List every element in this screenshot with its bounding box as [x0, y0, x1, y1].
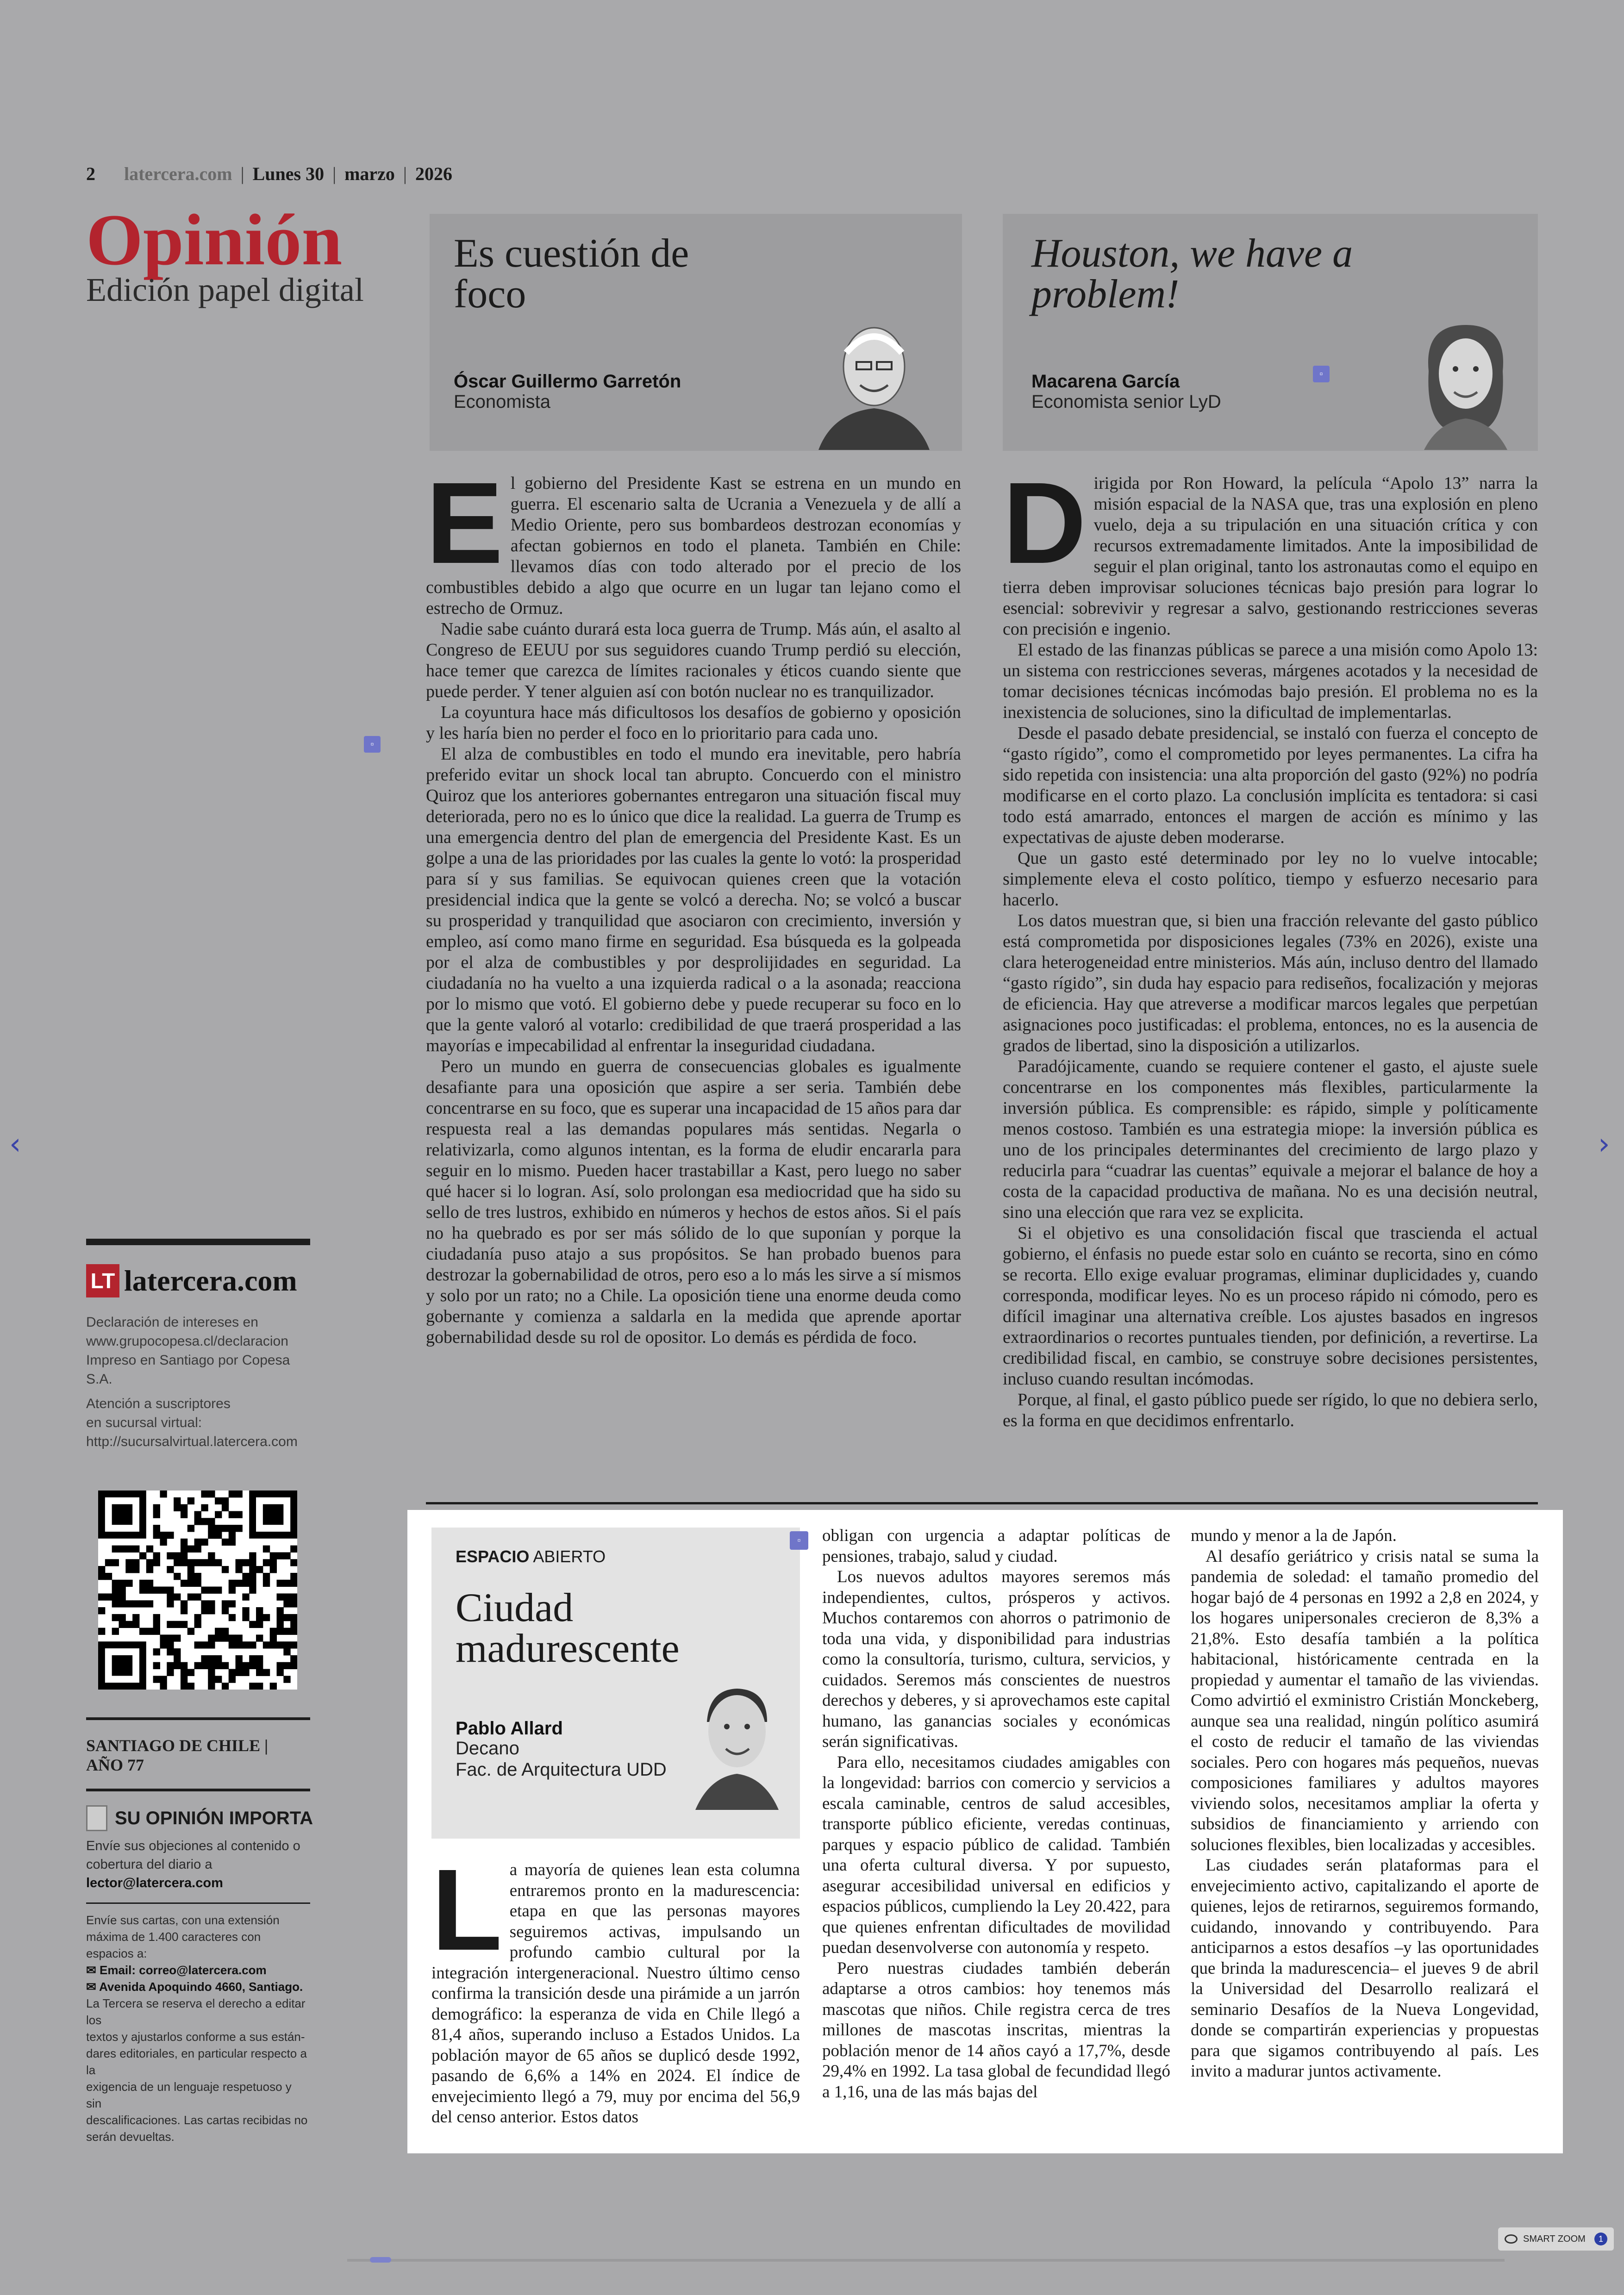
article-paragraph	[431, 1845, 800, 2128]
column1-paragraph	[426, 458, 961, 619]
column-header-garcia	[1003, 214, 1538, 451]
rail-divider	[86, 1789, 310, 1791]
declaration-line: www.grupocopesa.cl/declaracion	[86, 1334, 288, 1349]
espacio-abierto-header	[431, 1528, 800, 1839]
header-separator: |	[240, 163, 244, 184]
column2-paragraph: Que un gasto esté determinado por ley no lo vuelve intocable; simplemente eleva el costo político, tiempo y esfuerzo necesario para hacerlo.	[1003, 848, 1538, 910]
column2-paragraph: Porque, al final, el gasto público puede ser rígido, lo que no debiera serlo, es la forma en que decidimos enfrentarlo.	[1003, 1390, 1538, 1430]
author-name: Pablo Allard	[456, 1718, 563, 1739]
policy-line: serán devueltas.	[86, 2130, 175, 2144]
attention-text	[86, 1394, 310, 1451]
page-header	[86, 163, 452, 185]
column-title-line: Houston, we have a	[1031, 231, 1353, 276]
header-separator: |	[332, 163, 337, 184]
header-separator: |	[403, 163, 407, 184]
page-progress-thumb[interactable]	[370, 2257, 391, 2263]
column-title-line: foco	[454, 272, 526, 317]
city-line: SANTIAGO DE CHILE |	[86, 1736, 269, 1755]
column1-paragraph: Nadie sabe cuánto durará esta loca guerra de Trump. Más aún, el asalto al Congreso de EEUU por sus seguidores cuando Trump perdió su elección, hace temer que carezca de límites racionales y éticos cuando siente que puede perder. Y tener alguien así con botón nuclear no es tranquilizador.	[426, 619, 961, 701]
column1-paragraph: El alza de combustibles en todo el mundo era inevitable, pero habría preferido evitar un shock local tan abrupto. Concuerdo con el ministro Quiroz que los anteriores gobernantes entregaron una situación fiscal muy deteriorada, pero no es lo único que dice la realidad. La guerra de Trump es una emergencia dentro del plan de emergencia del Presidente Kast. Es un golpe a una de las prioridades por las cuales la gente lo votó: la prosperidad para sí y sus familias. Se equivocan quienes creen que la votación presidencial indica que la gente se volcó a derecha. No; se volcó a buscar su prosperidad y tranquilidad que asociaron con crecimiento, inversión y empleo, así como mano firme en seguridad. Esa búsqueda es la golpeada por el alza de combustibles y por desprolijidades en seguridad. La ciudadanía no ha vuelto a una izquierda radical o a la asonada; reacciona por lo mismo que votó. El gobierno debe y puede recuperar su foco en lo que la gente valoró al votarlo: credibilidad de que traerá prosperidad a las mayorías e impecabilidad al enfrentar la inseguridad ciudadana.	[426, 744, 961, 1055]
column1-body	[426, 458, 961, 1348]
column-title-line: Es cuestión de	[454, 231, 689, 276]
article-title-line: madurescente	[456, 1626, 680, 1671]
hotspot-marker[interactable]: ▫	[790, 1531, 808, 1550]
city-year	[86, 1736, 268, 1775]
article-paragraph: mundo y menor a la de Japón.	[1191, 1526, 1397, 1545]
author-role: Economista senior LyD	[1031, 392, 1221, 412]
qr-code	[98, 1491, 297, 1690]
reader-email-link[interactable]: lector@latercera.com	[86, 1876, 223, 1890]
column2-body	[1003, 458, 1538, 1431]
column-title-line: problem!	[1031, 272, 1180, 317]
article-paragraph: Al desafío geriátrico y crisis natal se suma la pandemia de soledad: el tamaño promedio del hogar bajó de 4 personas en 1992 a 2,8 en 2024, y los hogares unipersonales crecieron de 8,3% a 21,8%. Esto desafía también a la política habitacional, históricamente centrada en la propiedad y aumentar el tamaño de las viviendas. Como advirtió el exministro Cristián Monckeberg, aunque sea una realidad, ningún político asumirá el costo de reducir el tamaño de las viviendas sociales. Pero con hogares más pequeños, nuevas composiciones familiares y adultos mayores viviendo solos, necesitamos ampliar la oferta y subsidios de financiamiento y arriendo con soluciones flexibles, bien localizadas y accesibles.	[1191, 1547, 1539, 1854]
letters-address-text: Avenida Apoquindo 4660, Santiago.	[99, 1980, 303, 1994]
document-icon	[86, 1805, 107, 1831]
dropcap: E	[426, 458, 503, 587]
page-progress-track[interactable]	[347, 2259, 1505, 2262]
letters-text	[86, 1912, 310, 2145]
section-divider	[426, 1502, 1538, 1504]
article-column-1	[431, 1845, 800, 2128]
article-column-3	[1191, 1526, 1539, 2082]
author-role	[456, 1738, 667, 1780]
column2-paragraph: Los datos muestran que, si bien una fracción relevante del gasto público está comprometida por disposiciones legales (73% en 2026), existe una clara heterogeneidad entre ministerios. Más aún, incluso dentro del llamado “gasto rígido”, sin duda hay espacio para rediseños, focalización y mejoras de eficiencia. Hay que atreverse a modificar marcos legales que perpetúan asignaciones poco justificadas: el problema, entonces, no es la ausencia de grados de libertad, sino la disposición a utilizarlos.	[1003, 911, 1538, 1055]
header-day: Lunes 30	[252, 163, 325, 184]
smart-zoom-label: SMART ZOOM	[1523, 2233, 1586, 2244]
header-year: 2026	[415, 163, 452, 184]
mailbox-icon: ✉	[86, 1980, 100, 1994]
column2-paragraph: Desde el pasado debate presidencial, se instaló con fuerza el concepto de “gasto rígido”, como el comprometido por leyes permanentes. La cifra ha sido repetida con insistencia: una alta proporción del gasto (92%) no podría modificarse en el corto plazo. La conclusión implícita es tentadora: si casi todo está amarrado, entonces el margen de acción es mínimo y las expectativas de ajuste deben moderarse.	[1003, 723, 1538, 847]
letters-line: Envíe sus cartas, con una extensión	[86, 1913, 280, 1927]
author-role-line: Fac. de Arquitectura UDD	[456, 1759, 667, 1780]
paragraph-text: l gobierno del Presidente Kast se estrena en un mundo en guerra. El escenario salta de Ucrania a Venezuela y de allí a Medio Oriente, pero sus bombardeos destrozan economías y afectan gobiernos en todo el planeta. También en Chile: llevamos días con todo alterado por el precio de los combustibles debido a algo que ocurre en un lugar tan lejano como el estrecho de Ormuz.	[426, 474, 961, 618]
section-tag-rest: ABIERTO	[533, 1547, 606, 1566]
hotspot-marker[interactable]: ▫	[364, 736, 381, 753]
declaration-line: Declaración de intereses en	[86, 1315, 258, 1330]
author-role: Economista	[454, 392, 550, 412]
lt-logo-text: latercera.com	[124, 1264, 297, 1297]
author-name: Óscar Guillermo Garretón	[454, 371, 681, 392]
article-paragraph: Las ciudades serán plataformas para el envejecimiento activo, capitalizando el aporte de quienes, lejos de retirarnos, seguiremos formando, cuidando, innovando y contribuyendo. Para anticiparnos a estos desafíos –y las oportunidades que brinda la madurescencia– el jueves 9 de abril la Universidad del Desarrollo realizará el seminario Desafíos de la Nueva Longevidad, donde se compartirán experiencias y propuestas para que sigamos contribuyendo al país. Les invito a madurar juntos activamente.	[1191, 1856, 1539, 2081]
paragraph-text: irigida por Ron Howard, la película “Apolo 13” narra la misión espacial de la NASA que, tras una explosión en pleno vuelo, deja a su tripulación en una situación crítica y con recursos extremadamente limitados. Ante la imposibilidad de seguir el plan original, tanto los astronautas como el equipo en tierra deben improvisar soluciones técnicas bajo presión para lograr lo esencial: sobrevivir y regresar a salvo, gestionando restricciones severas con precisión e ingenio.	[1003, 474, 1538, 639]
hotspot-marker[interactable]: ▫	[1313, 366, 1330, 382]
section-tag	[456, 1547, 606, 1566]
dropcap: L	[431, 1845, 502, 1974]
column2-paragraph: Si el objetivo es una consolidación fiscal que trascienda el actual gobierno, el énfasis no puede estar solo en cuánto se recorta, sino en cómo se recorta. Ello exige evaluar programas, eliminar duplicidades y, cuando corresponda, modificar leyes. No es un proceso rápido ni cómodo, pero es difícil imaginar una alternativa creíble. Los ajustes basados en ingresos extraordinarios o recortes puntuales tienden, por definición, a revertirse. La credibilidad fiscal, en cambio, se construye sobre decisiones persistentes, incluso cuando resultan incómodas.	[1003, 1223, 1538, 1389]
previous-page-icon[interactable]: ‹	[9, 1127, 21, 1161]
next-page-icon[interactable]: ›	[1598, 1127, 1610, 1161]
letters-email[interactable]	[86, 1962, 310, 1978]
column2-paragraph	[1003, 458, 1538, 640]
article-paragraph: obligan con urgencia a adaptar políticas de pensiones, trabajo, salud y ciudad.	[822, 1526, 1170, 1566]
policy-line: La Tercera se reserva el derecho a editar los	[86, 1996, 306, 2027]
section-title: Opinión	[86, 200, 343, 281]
opinion-line: Envíe sus objeciones al contenido o	[86, 1839, 300, 1853]
author-portrait	[1405, 311, 1526, 450]
header-month: marzo	[344, 163, 395, 184]
article-paragraph: Pero nuestras ciudades también deberán adaptarse a otros cambios: hoy tenemos más mascotas que niños. Chile registra cerca de tres millones de mascotas inscritas, mientras la población menor de 14 años cayó a 17,7%, desde 29,4% en 1992. La tasa global de fecundidad llegó a 1,16, una de las más bajas del	[822, 1958, 1170, 2102]
attention-line: http://sucursalvirtual.latercera.com	[86, 1434, 298, 1449]
page-number: 2	[86, 163, 95, 184]
article-column-2	[822, 1526, 1170, 2102]
column2-paragraph: Paradójicamente, cuando se requiere contener el gasto, el ajuste suele concentrarse en los componentes más flexibles, particularmente la inversión pública. Es comprensible: es rápido, simple y políticamente menos costoso. También es una estrategia miope: la inversión pública es uno de los principales determinantes del crecimiento de largo plazo y reducirla para “cuadrar las cuentas” equivale a mejorar el balance de hoy a costa de la capacidad productiva de mañana. No es una decisión neutral, sino una elección que rara vez se explicita.	[1003, 1057, 1538, 1222]
attention-line: en sucursal virtual:	[86, 1415, 202, 1430]
smart-zoom-count: 1	[1594, 2233, 1607, 2245]
eye-icon	[1505, 2234, 1518, 2244]
attention-line: Atención a suscriptores	[86, 1396, 231, 1411]
opinion-matters-title: SU OPINIÓN IMPORTA	[115, 1808, 313, 1828]
policy-line: dares editoriales, en particular respecto a la	[86, 2046, 307, 2077]
letters-line: máxima de 1.400 caracteres con	[86, 1930, 261, 1944]
letters-email-text: Email: correo@latercera.com	[100, 1963, 267, 1977]
author-name: Macarena García	[1031, 371, 1180, 392]
opinion-matters	[86, 1805, 313, 1831]
article-title-line: Ciudad	[456, 1585, 574, 1630]
rail-divider	[86, 1717, 310, 1720]
letters-address	[86, 1978, 310, 1995]
column-header-garreton	[430, 214, 962, 451]
column2-paragraph: El estado de las finanzas públicas se parece a una misión como Apolo 13: un sistema con restricciones severas, márgenes acotados y la necesidad de tomar decisiones técnicas incómodas bajo presión. El problema no es la inexistencia de soluciones, sino la dificultad de implementarlas.	[1003, 640, 1538, 722]
policy-line: textos y ajustarlos conforme a sus están-	[86, 2030, 305, 2044]
declaration-text	[86, 1313, 310, 1389]
qr-code-graphic	[98, 1491, 297, 1690]
column-title	[454, 233, 689, 315]
opinion-line: cobertura del diario a	[86, 1857, 212, 1872]
author-portrait	[814, 311, 934, 450]
section-tag-bold: ESPACIO	[456, 1547, 530, 1566]
paragraph-text: a mayoría de quienes lean esta columna entraremos pronto en la madurescencia: etapa en que las personas mayores seguiremos activas, impulsando un profundo cambio cultural por la integración intergeneracional. Nuestro último censo confirma la transición desde una pirámide a un jarrón demográfico: la esperanza de vida en Chile llegó a 81,4 años, superando incluso a Estados Unidos. La población mayor de 65 años se duplicó desde 1992, pasando de 6,6% a 14% en 2024. El índice de envejecimiento llegó a 79, muy por encima del 56,9 del censo anterior. Estos datos	[431, 1860, 800, 2127]
author-role-line: Decano	[456, 1738, 519, 1759]
dropcap: D	[1003, 458, 1087, 587]
column-title	[1031, 233, 1353, 315]
header-site: latercera.com	[124, 163, 232, 184]
latercera-logo	[86, 1264, 297, 1298]
column1-paragraph: Pero un mundo en guerra de consecuencias globales es igualmente desafiante para una oposición que aspire a ser seria. También debe concentrarse en su foco, que es superar una incapacidad de 15 años para dar respuesta real a las demandas populares más sentidas. Negarla o relativizarla, como algunos intentan, es la forma de eludir encararla para seguir en lo mismo. Pueden hacer trastabillar a Kast, pero luego no saber qué hacer si lo logran. Así, solo prolongan esa mediocridad que ha sido su sello de tres lustros, exhibido en números y hechos de estos años. Si el país no ha quebrado es por ser más sólido de lo que suponían y porque la ciudadanía puso atajo a sus propósitos. Se han probado buenos para destrozar la gobernabilidad de otros, pero eso a lo más les sirve a sí mismos y solo por un rato; no a Chile. La oposición tiene una enorme deuda como gobernante y comienza a saldarla en la medida que aprende aportar gobernabilidad desde su rol de opositor. Lo demás es pérdida de foco.	[426, 1057, 961, 1347]
letters-line: espacios a:	[86, 1946, 147, 1960]
declaration-line: Impreso en Santiago por Copesa S.A.	[86, 1353, 290, 1387]
opinion-matters-text	[86, 1837, 310, 1892]
rail-divider	[86, 1902, 310, 1904]
article-paragraph: Para ello, necesitamos ciudades amigables con la longevidad: barrios con comercio y servicios a escala caminable, centros de salud accesibles, transporte público eficiente, veredas continuas, parques y espacio público de calidad. También una oferta cultural diversa. Y por supuesto, asegurar accesibilidad universal en edificios y espacios públicos, cumpliendo la Ley 20.422, para que quienes enfrentan dificultades de movilidad puedan desenvolverse con autonomía y respeto.	[822, 1752, 1170, 1957]
article-paragraph: Los nuevos adultos mayores seremos más independientes, cultos, prósperos y activos. Muchos contaremos con ahorros o patrimonio de toda una vida, y disponibilidad para industrias como la consultoría, turismo, cultura, servicios, y cuidados. Seremos más conscientes de nuestros derechos y deberes, y si aprovechamos este capital humano, las ganancias sociales y económicas serán significativas.	[822, 1567, 1170, 1751]
year-line: AÑO 77	[86, 1756, 144, 1774]
rail-divider	[86, 1239, 310, 1245]
article-title	[456, 1585, 680, 1671]
lt-logo-mark: LT	[86, 1264, 119, 1297]
column1-paragraph: La coyuntura hace más dificultosos los desafíos de gobierno y oposición y les haría bien no perder el foco en lo prioritario para cada uno.	[426, 703, 961, 743]
section-subtitle: Edición papel digital	[86, 271, 364, 308]
policy-line: descalificaciones. Las cartas recibidas no	[86, 2113, 308, 2127]
author-portrait	[681, 1671, 793, 1810]
mail-icon: ✉	[86, 1963, 100, 1977]
smart-zoom-button[interactable]	[1498, 2227, 1614, 2251]
policy-line: exigencia de un lenguaje respetuoso y sin	[86, 2080, 292, 2110]
